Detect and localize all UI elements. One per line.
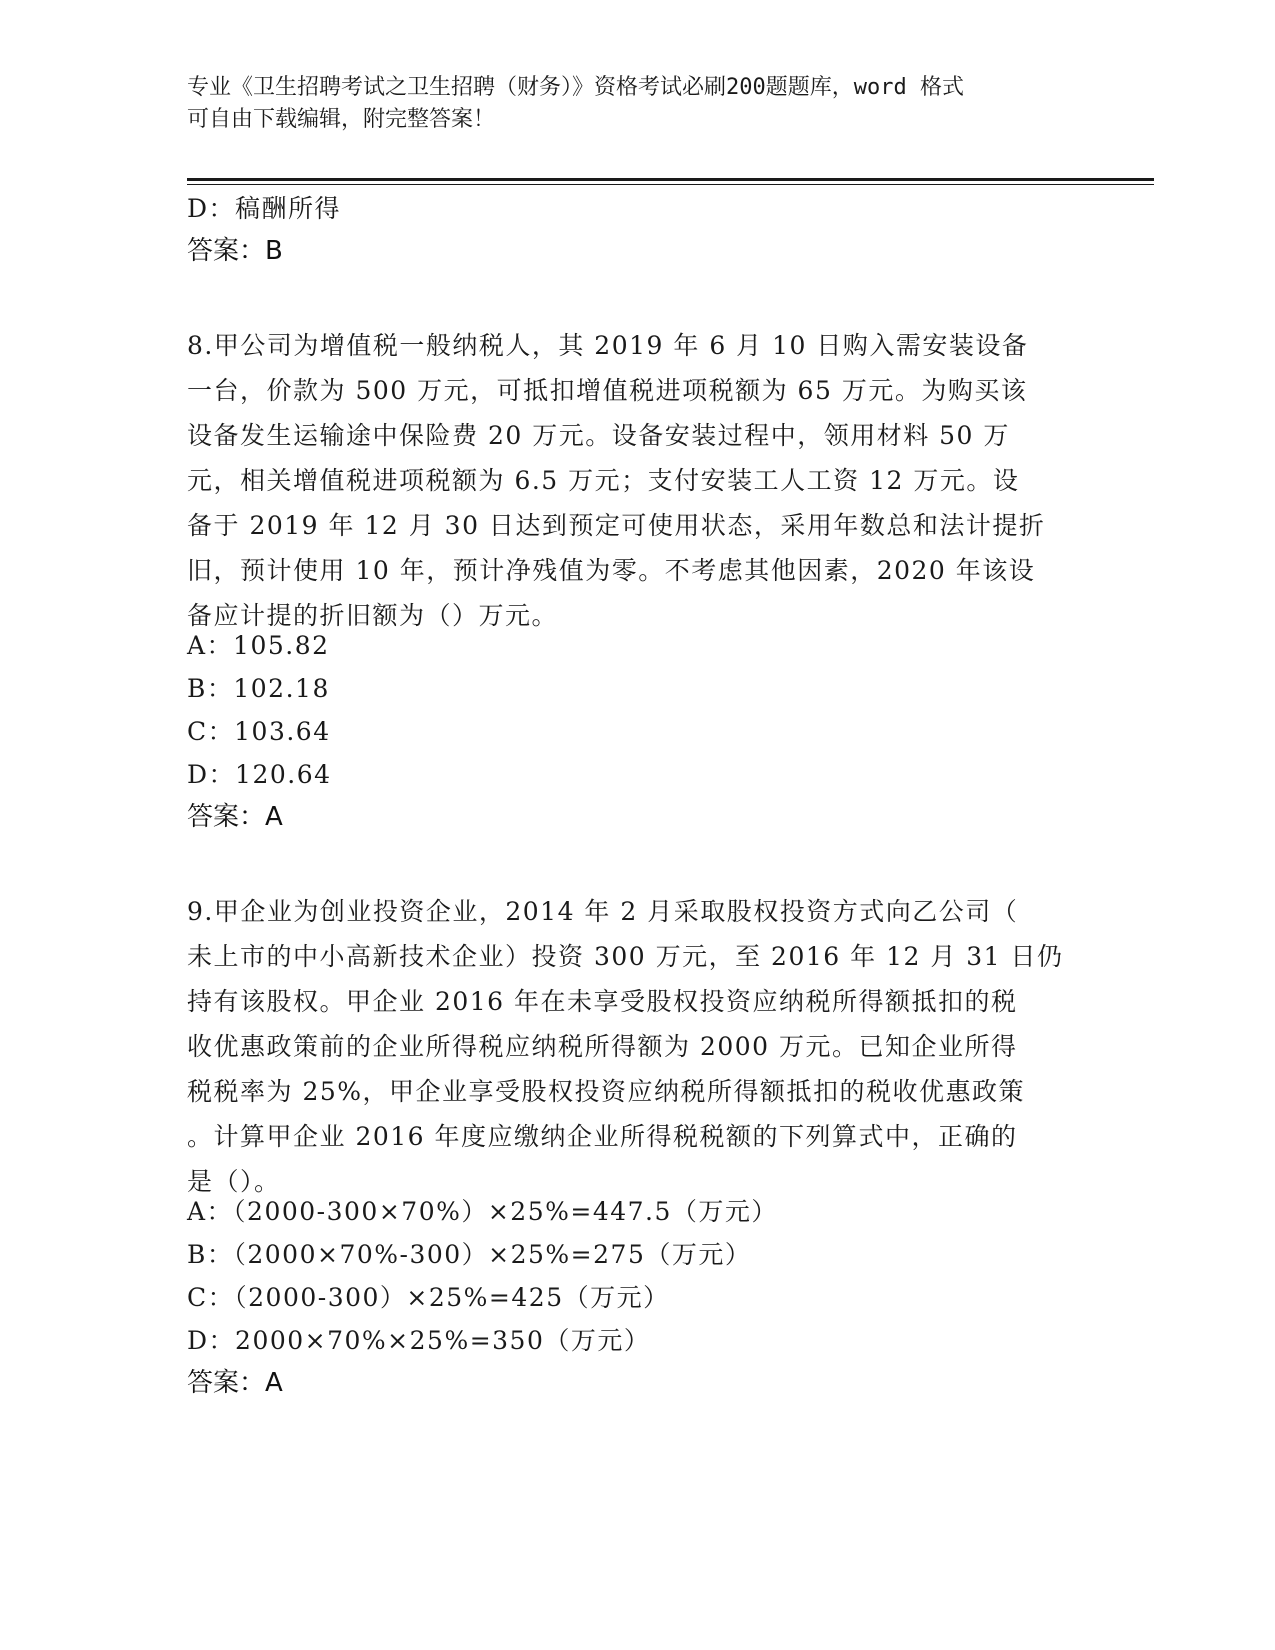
option-b: B：（2000×70%-300）×25%=275（万元） bbox=[187, 1240, 752, 1269]
answer-label: 答案：A bbox=[187, 1368, 283, 1398]
stem-line: 9.甲企业为创业投资企业，2014 年 2 月采取股权投资方式向乙公司（ bbox=[187, 897, 1019, 926]
stem-line: 是（）。 bbox=[187, 1167, 281, 1196]
option-d: D：120.64 bbox=[187, 760, 332, 789]
stem-line: 旧，预计使用 10 年，预计净残值为零。不考虑其他因素，2020 年该设 bbox=[187, 556, 1036, 585]
stem-line: 未上市的中小高新技术企业）投资 300 万元，至 2016 年 12 月 31 日仍 bbox=[187, 942, 1064, 971]
option-d: D：稿酬所得 bbox=[187, 194, 342, 223]
stem-line: 收优惠政策前的企业所得税应纳税所得额为 2000 万元。已知企业所得 bbox=[187, 1032, 1018, 1061]
answer-label: 答案：A bbox=[187, 802, 283, 832]
stem-line: 备于 2019 年 12 月 30 日达到预定可使用状态，采用年数总和法计提折 bbox=[187, 511, 1046, 540]
option-a: A：105.82 bbox=[187, 631, 330, 660]
stem-line: 设备发生运输途中保险费 20 万元。设备安装过程中，领用材料 50 万 bbox=[187, 421, 1010, 450]
header-line: 专业《卫生招聘考试之卫生招聘（财务）》资格考试必刷200题题库，word 格式 bbox=[187, 75, 964, 100]
header-line: 可自由下载编辑，附完整答案！ bbox=[187, 107, 496, 132]
option-c: C：103.64 bbox=[187, 717, 331, 746]
page-header bbox=[187, 72, 1067, 136]
option-c: C：（2000-300）×25%=425（万元） bbox=[187, 1283, 670, 1312]
header-rule-thin bbox=[187, 184, 1154, 185]
option-d: D：2000×70%×25%=350（万元） bbox=[187, 1326, 651, 1355]
stem-line: 税税率为 25%，甲企业享受股权投资应纳税所得额抵扣的税收优惠政策 bbox=[187, 1077, 1026, 1106]
question-8-stem bbox=[187, 323, 1045, 638]
stem-line: 元，相关增值税进项税额为 6.5 万元；支付安装工人工资 12 万元。设 bbox=[187, 466, 1020, 495]
option-a: A：（2000-300×70%）×25%=447.5（万元） bbox=[187, 1197, 778, 1226]
stem-line: 一台，价款为 500 万元，可抵扣增值税进项税额为 65 万元。为购买该 bbox=[187, 376, 1028, 405]
stem-line: 。计算甲企业 2016 年度应缴纳企业所得税税额的下列算式中，正确的 bbox=[187, 1122, 1018, 1151]
question-9-stem bbox=[187, 889, 1064, 1204]
stem-line: 8.甲公司为增值税一般纳税人，其 2019 年 6 月 10 日购入需安装设备 bbox=[187, 331, 1029, 360]
stem-line: 备应计提的折旧额为（）万元。 bbox=[187, 601, 559, 630]
stem-line: 持有该股权。甲企业 2016 年在未享受股权投资应纳税所得额抵扣的税 bbox=[187, 987, 1018, 1016]
header-rule-thick bbox=[187, 178, 1154, 181]
answer-label: 答案：B bbox=[187, 236, 283, 266]
option-b: B：102.18 bbox=[187, 674, 330, 703]
